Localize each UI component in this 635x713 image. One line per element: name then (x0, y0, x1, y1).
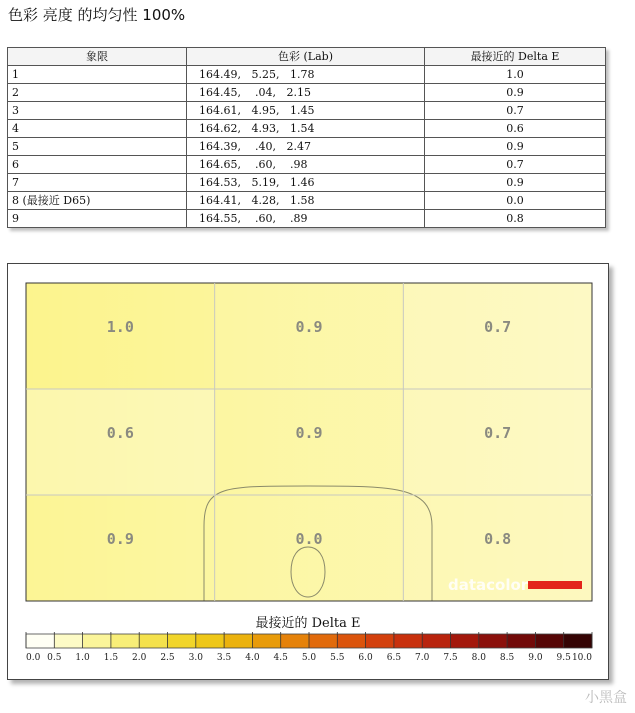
cell-lab: 164.39, .40, 2.47 (187, 138, 425, 156)
brand-logo: datacolor (448, 576, 529, 594)
colorbar-tick-label: 3.5 (216, 653, 232, 663)
table-row (8, 210, 606, 228)
measurement-table-container (7, 47, 606, 228)
cell-value-label: 0.9 (295, 318, 323, 336)
uniformity-heatmap-svg (8, 264, 608, 679)
colorbar-tick-label: 4.0 (245, 653, 260, 663)
colorbar-tick-label: 5.0 (301, 653, 317, 663)
colorbar-tick-label: 0.0 (26, 653, 41, 663)
cell-lab: 164.65, .60, .98 (187, 156, 425, 174)
colorbar (26, 632, 592, 663)
colorbar-swatch (196, 634, 224, 648)
cell-region: 5 (8, 138, 187, 156)
colorbar-swatch (83, 634, 111, 648)
colorbar-swatch (54, 634, 82, 648)
colorbar-tick-label: 2.5 (160, 653, 175, 663)
colorbar-swatch (507, 634, 535, 648)
cell-region: 1 (8, 66, 187, 84)
colorbar-swatch (281, 634, 309, 648)
cell-region: 4 (8, 120, 187, 138)
colorbar-tick-label: 3.0 (188, 653, 203, 663)
colorbar-tick-label: 1.5 (103, 653, 119, 663)
colorbar-tick-label: 9.0 (528, 653, 543, 663)
colorbar-swatch (111, 634, 139, 648)
table-row (8, 66, 606, 84)
table-row (8, 102, 606, 120)
cell-delta-e: 0.9 (425, 174, 606, 192)
colorbar-tick-label: 5.5 (330, 653, 345, 663)
colorbar-tick-label: 8.5 (499, 653, 515, 663)
colorbar-swatch (168, 634, 196, 648)
measurement-table (7, 47, 606, 228)
colorbar-tick-label: 8.0 (471, 653, 486, 663)
cell-region: 3 (8, 102, 187, 120)
table-header-row (8, 48, 606, 66)
colorbar-tick-label: 10.0 (571, 653, 592, 663)
cell-region: 7 (8, 174, 187, 192)
cell-delta-e: 0.9 (425, 138, 606, 156)
colorbar-swatch (366, 634, 394, 648)
table-row (8, 120, 606, 138)
cell-lab: 164.62, 4.93, 1.54 (187, 120, 425, 138)
table-row (8, 84, 606, 102)
colorbar-tick-label: 2.0 (132, 653, 147, 663)
colorbar-tick-label: 6.5 (386, 653, 402, 663)
colorbar-tick-label: 9.5 (556, 653, 571, 663)
cell-region: 2 (8, 84, 187, 102)
colorbar-tick-label: 7.5 (443, 653, 458, 663)
column-header-lab: 色彩 (Lab) (187, 48, 425, 66)
column-header-delta-e: 最接近的 Delta E (425, 48, 606, 66)
cell-delta-e: 0.0 (425, 192, 606, 210)
colorbar-swatch (337, 634, 365, 648)
cell-lab: 164.53, 5.19, 1.46 (187, 174, 425, 192)
page-title: 色彩 亮度 的均匀性 100% (8, 6, 186, 24)
colorbar-tick-label: 1.0 (75, 653, 90, 663)
cell-region: 9 (8, 210, 187, 228)
cell-lab: 164.49, 5.25, 1.78 (187, 66, 425, 84)
colorbar-tick-label: 4.5 (273, 653, 288, 663)
colorbar-tick-label: 0.5 (47, 653, 62, 663)
cell-value-label: 0.0 (295, 530, 323, 548)
colorbar-tick-label: 7.0 (415, 653, 430, 663)
colorbar-swatch (451, 634, 479, 648)
cell-delta-e: 0.7 (425, 102, 606, 120)
cell-delta-e: 1.0 (425, 66, 606, 84)
colorbar-swatch (252, 634, 280, 648)
table-row (8, 138, 606, 156)
table-row (8, 192, 606, 210)
cell-region: 6 (8, 156, 187, 174)
colorbar-swatch (139, 634, 167, 648)
colorbar-swatch (535, 634, 563, 648)
cell-lab: 164.41, 4.28, 1.58 (187, 192, 425, 210)
cell-value-label: 0.6 (106, 424, 134, 442)
cell-value-label: 0.7 (484, 424, 512, 442)
colorbar-swatch (564, 634, 592, 648)
colorbar-swatch (26, 634, 54, 648)
watermark-text: 小黑盒 (585, 690, 627, 706)
colorbar-swatch (309, 634, 337, 648)
colorbar-swatch (422, 634, 450, 648)
table-row (8, 174, 606, 192)
cell-delta-e: 0.6 (425, 120, 606, 138)
cell-delta-e: 0.7 (425, 156, 606, 174)
cell-lab: 164.45, .04, 2.15 (187, 84, 425, 102)
colorbar-title: 最接近的 Delta E (255, 616, 361, 631)
cell-value-label: 0.8 (484, 530, 512, 548)
cell-value-label: 1.0 (106, 318, 134, 336)
brand-bar (528, 581, 582, 589)
colorbar-swatch (394, 634, 422, 648)
cell-value-label: 0.7 (484, 318, 512, 336)
uniformity-chart (7, 263, 609, 680)
colorbar-swatch (479, 634, 507, 648)
table-row (8, 156, 606, 174)
colorbar-swatch (224, 634, 252, 648)
cell-value-label: 0.9 (295, 424, 323, 442)
colorbar-tick-label: 6.0 (358, 653, 373, 663)
cell-region: 8 (最接近 D65) (8, 192, 187, 210)
cell-delta-e: 0.9 (425, 84, 606, 102)
cell-lab: 164.61, 4.95, 1.45 (187, 102, 425, 120)
column-header-region: 象限 (8, 48, 187, 66)
cell-value-label: 0.9 (106, 530, 134, 548)
cell-delta-e: 0.8 (425, 210, 606, 228)
cell-lab: 164.55, .60, .89 (187, 210, 425, 228)
